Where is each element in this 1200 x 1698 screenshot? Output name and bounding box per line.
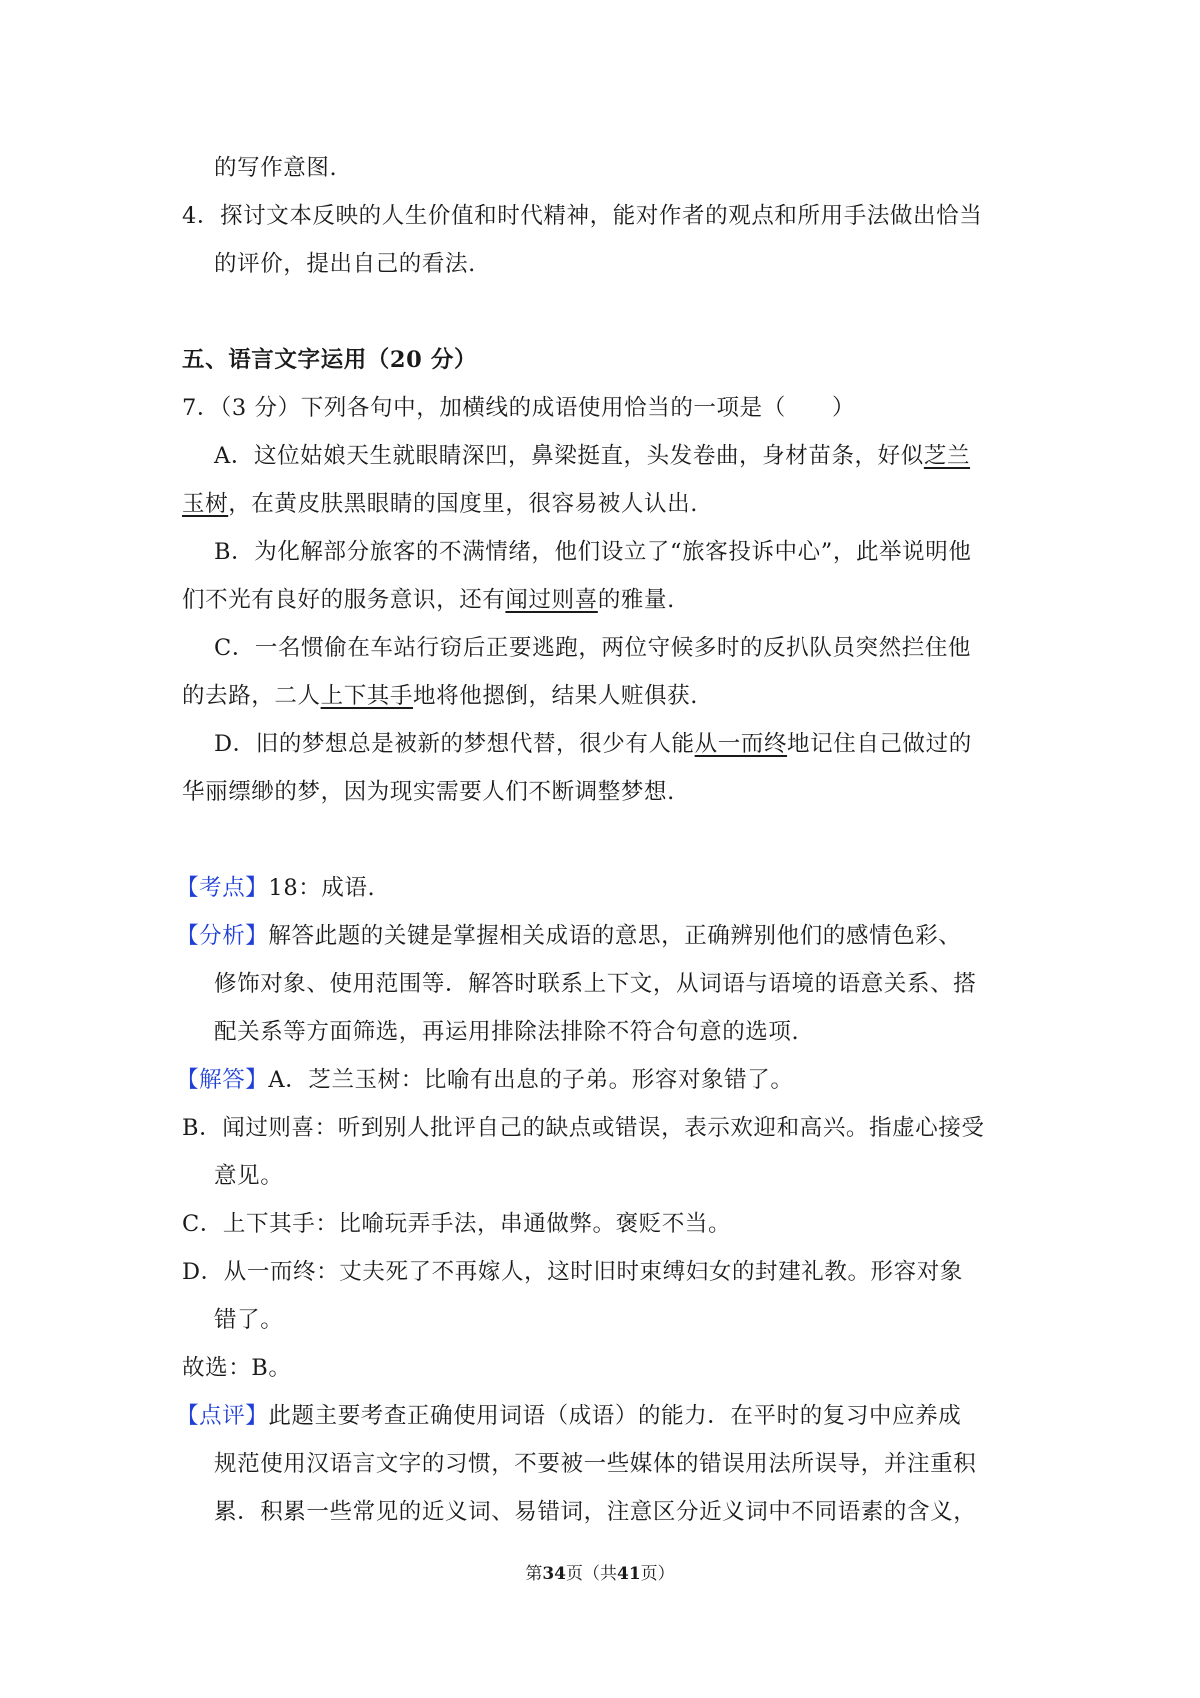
footer-text: 第 [525, 1564, 543, 1584]
option-b-line1: B．为化解部分旅客的不满情绪，他们设立了“旅客投诉中心”，此举说明他 [214, 539, 972, 565]
section-heading: 五、语言文字运用（20 分） [182, 347, 478, 373]
jieda-line-b1: B．闻过则喜：听到别人批评自己的缺点或错误，表示欢迎和高兴。指虚心接受 [182, 1115, 985, 1141]
underlined-idiom: 闻过则喜 [505, 587, 598, 613]
fenxi-tag: 【分析】 [176, 923, 269, 949]
text: 地将他摁倒，结果人赃俱获. [413, 683, 698, 709]
jieda-line-d1: D．从一而终：丈夫死了不再嫁人，这时旧时束缚妇女的封建礼教。形容对象 [182, 1259, 963, 1285]
list-item-4: 4．探讨文本反映的人生价值和时代精神，能对作者的观点和所用手法做出恰当 [182, 203, 983, 229]
option-d-line2: 华丽缥缈的梦，因为现实需要人们不断调整梦想. [182, 779, 675, 805]
page-footer [0, 1562, 1200, 1586]
underlined-idiom: 从一而终 [694, 731, 788, 757]
jieda-tag: 【解答】 [176, 1067, 269, 1093]
underlined-idiom: 玉树 [182, 491, 229, 517]
text: A．这位姑娘天生就眼睛深凹，鼻梁挺直，头发卷曲，身材苗条，好似 [214, 443, 924, 469]
current-page-number: 34 [542, 1564, 566, 1584]
option-a-line2 [182, 489, 698, 519]
question-7: 7．（3 分）下列各句中，加横线的成语使用恰当的一项是（ ） [182, 395, 856, 421]
dianping-line2: 规范使用汉语言文字的习惯，不要被一些媒体的错误用法所误导，并注重积 [214, 1451, 977, 1477]
guxuan-line: 故选：B。 [182, 1355, 292, 1381]
text-line: 的写作意图. [214, 155, 338, 181]
option-a-line1 [214, 441, 970, 471]
text: ，在黄皮肤黑眼睛的国度里，很容易被人认出. [228, 491, 698, 517]
text: 18：成语. [268, 875, 376, 901]
option-c-line2 [182, 681, 698, 711]
text: 的去路，二人 [182, 683, 321, 709]
option-c-line1: C．一名惯偷在车站行窃后正要逃跑，两位守候多时的反扒队员突然拦住他 [214, 635, 972, 661]
option-b-line2 [182, 585, 675, 615]
footer-text: 页） [640, 1564, 675, 1584]
text: 们不光有良好的服务意识，还有 [182, 587, 506, 613]
fenxi-line1 [176, 921, 961, 951]
kaodian-line [176, 873, 375, 903]
jieda-line-c: C．上下其手：比喻玩弄手法，串通做弊。褒贬不当。 [182, 1211, 732, 1237]
jieda-line-b2: 意见。 [214, 1163, 284, 1189]
jieda-line-a [176, 1065, 793, 1095]
dianping-line3: 累．积累一些常见的近义词、易错词，注意区分近义词中不同语素的含义， [214, 1499, 977, 1525]
footer-text: 页（共 [566, 1564, 617, 1584]
option-d-line1 [214, 729, 972, 759]
underlined-idiom: 上下其手 [320, 683, 414, 709]
dianping-tag: 【点评】 [176, 1403, 269, 1429]
underlined-idiom: 芝兰 [923, 443, 971, 469]
text: D．旧的梦想总是被新的梦想代替，很少有人能 [214, 731, 695, 757]
text: A．芝兰玉树：比喻有出息的子弟。形容对象错了。 [268, 1067, 794, 1093]
total-page-number: 41 [617, 1564, 641, 1584]
fenxi-line2: 修饰对象、使用范围等．解答时联系上下文，从词语与语境的语意关系、搭 [214, 971, 977, 997]
text: 解答此题的关键是掌握相关成语的意思，正确辨别他们的感情色彩、 [268, 923, 962, 949]
text-line: 的评价，提出自己的看法. [214, 251, 476, 277]
jieda-line-d2: 错了。 [214, 1307, 284, 1333]
kaodian-tag: 【考点】 [176, 875, 269, 901]
fenxi-line3: 配关系等方面筛选，再运用排除法排除不符合句意的选项. [214, 1019, 800, 1045]
text: 的雅量. [597, 587, 675, 613]
text: 此题主要考查正确使用词语（成语）的能力．在平时的复习中应养成 [268, 1403, 962, 1429]
text: 地记住自己做过的 [787, 731, 972, 757]
dianping-line1 [176, 1401, 961, 1431]
